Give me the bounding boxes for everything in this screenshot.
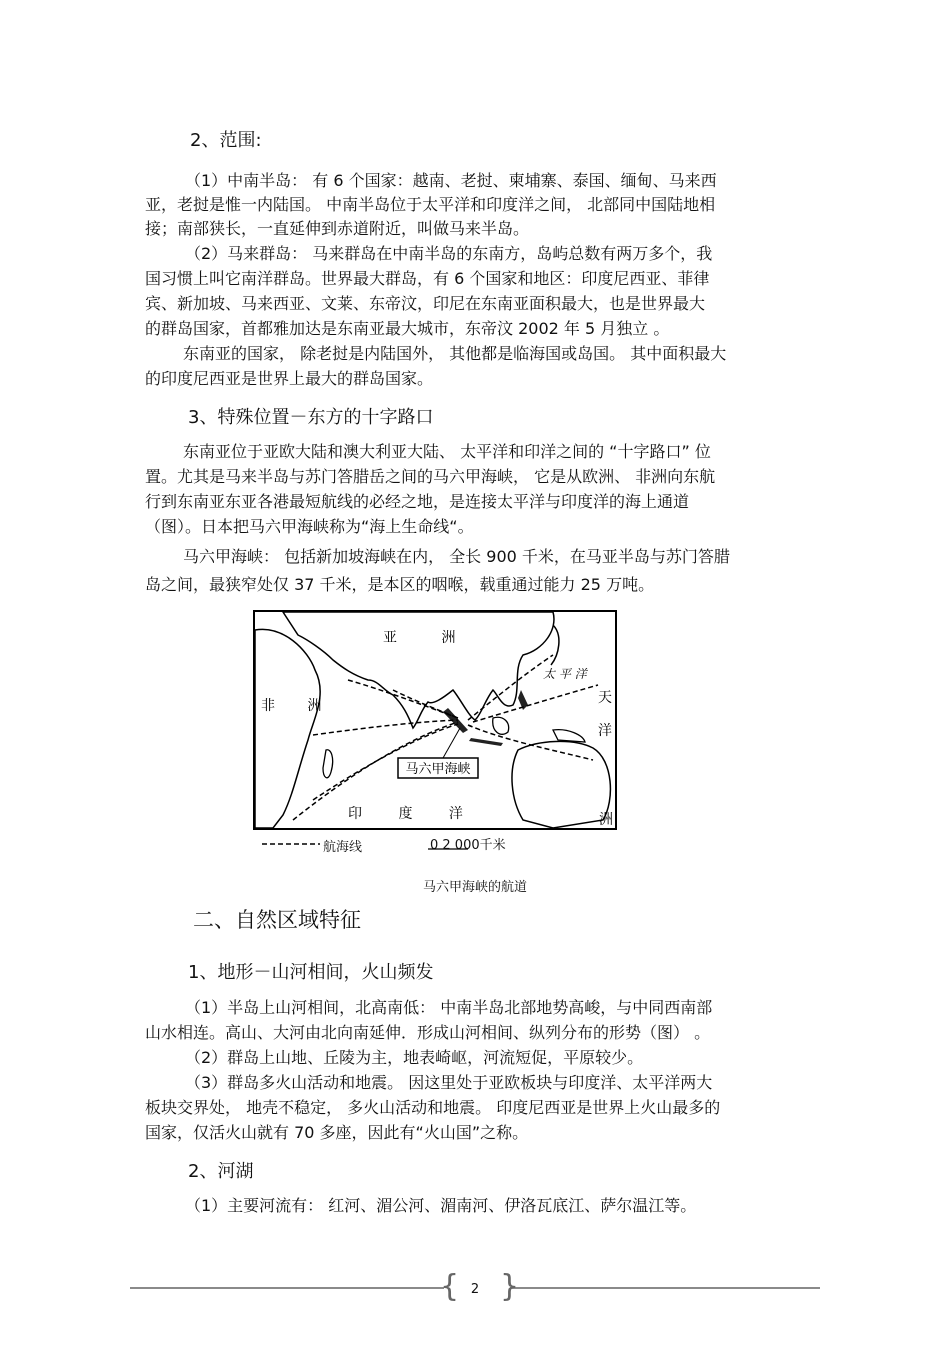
right-brace-icon: } xyxy=(500,1269,520,1304)
text-line: 国家，仅活火山就有 70 多座，因此有“火山国”之称。 xyxy=(145,1123,529,1142)
text-line: 的印度尼西亚是世界上最大的群岛国家。 xyxy=(145,369,434,388)
text-line: 马六甲海峡： 包括新加坡海峡在内， 全长 900 千米，在马亚半岛与苏门答腊 xyxy=(183,547,730,566)
footer-rule-left xyxy=(130,1287,444,1289)
text-line: 接；南部狭长，一直延伸到赤道附近，叫做马来半岛。 xyxy=(145,219,530,238)
text-line: 亚，老挝是惟一内陆国。 中南半岛位于太平洋和印度洋之间， 北部同中国陆地相 xyxy=(145,195,716,214)
text-line: 的群岛国家，首都雅加达是东南亚最大城市，东帝汶 2002 年 5 月独立 。 xyxy=(145,319,670,338)
text-line: 行到东南亚东亚各港最短航线的必经之地，是连接太平洋与印度洋的海上通道 xyxy=(145,492,690,511)
text-line: 岛之间，最狭窄处仅 37 千米，是本区的咽喉，载重通过能力 25 万吨。 xyxy=(145,575,655,594)
text-line: （3）群岛多火山活动和地震。 因这里处于亚欧板块与印度洋、太平洋两大 xyxy=(185,1073,713,1092)
text-line: （1）中南半岛： 有 6 个国家：越南、老挝、柬埔寨、泰国、缅甸、马来西 xyxy=(185,171,717,190)
australia-landmass xyxy=(512,741,610,828)
text-line: （1）主要河流有： 红河、湄公河、湄南河、伊洛瓦底江、萨尔温江等。 xyxy=(185,1196,697,1215)
text-line: 国习惯上叫它南洋群岛。世界最大群岛，有 6 个国家和地区：印度尼西亚、菲律 xyxy=(145,269,710,288)
left-brace-icon: { xyxy=(440,1269,460,1304)
section-heading-scope: 2、范围: xyxy=(190,130,262,151)
section-heading-terrain: 1、地形－山河相间，火山频发 xyxy=(188,962,434,983)
scale-label: 0 2 000千米 xyxy=(430,838,506,853)
legend-dash-icon xyxy=(262,839,320,849)
text-line: 山水相连。高山、大河由北向南延伸．形成山河相间、纵列分布的形势（图） 。 xyxy=(145,1023,711,1042)
section-heading-rivers: 2、河湖 xyxy=(188,1161,254,1182)
text-line: （2）群岛上山地、丘陵为主，地表崎岖，河流短促，平原较少。 xyxy=(185,1048,644,1067)
label-africa: 非 洲 xyxy=(261,698,336,714)
label-ocean-right: 洋 xyxy=(598,723,612,739)
label-malacca-strait: 马六甲海峡 xyxy=(405,762,471,777)
text-line: 宾、新加坡、马来西亚、文莱、东帝汶，印尼在东南亚面积最大，也是世界最大 xyxy=(145,294,706,313)
section-heading-position: 3、特殊位置－东方的十字路口 xyxy=(188,407,434,428)
text-line: 东南亚位于亚欧大陆和澳大利亚大陆、 太平洋和印洋之间的 “十字路口” 位 xyxy=(183,442,711,461)
label-indian-ocean: 印 度 洋 xyxy=(348,806,479,822)
page-number: 2 xyxy=(470,1282,480,1297)
chapter-heading: 二、自然区域特征 xyxy=(193,908,361,932)
label-asia: 亚 洲 xyxy=(383,630,476,646)
text-line: 置。尤其是马来半岛与苏门答腊岳之间的马六甲海峡， 它是从欧洲、 非洲向东航 xyxy=(145,467,716,486)
figure-caption: 马六甲海峡的航道 xyxy=(422,880,527,895)
text-line: （2）马来群岛： 马来群岛在中南半岛的东南方，岛屿总数有两万多个，我 xyxy=(185,244,713,263)
malacca-route-map xyxy=(253,610,617,830)
legend-route-label: 航海线 xyxy=(323,840,363,855)
text-line: 东南亚的国家， 除老挝是内陆国外， 其他都是临海国或岛国。 其中面积最大 xyxy=(183,344,727,363)
label-pacific: 太 平 洋 xyxy=(543,667,587,681)
text-line: 板块交界处， 地壳不稳定， 多火山活动和地震。 印度尼西亚是世界上火山最多的 xyxy=(145,1098,721,1117)
footer-rule-right xyxy=(510,1287,820,1289)
text-line: （1）半岛上山河相间，北高南低： 中南半岛北部地势高峻，与中同西南部 xyxy=(185,998,713,1017)
label-oceania: 洲 xyxy=(599,812,613,828)
label-pacific-2: 天 xyxy=(598,690,612,706)
text-line: （图）。日本把马六甲海峡称为“海上生命线“。 xyxy=(145,517,474,536)
